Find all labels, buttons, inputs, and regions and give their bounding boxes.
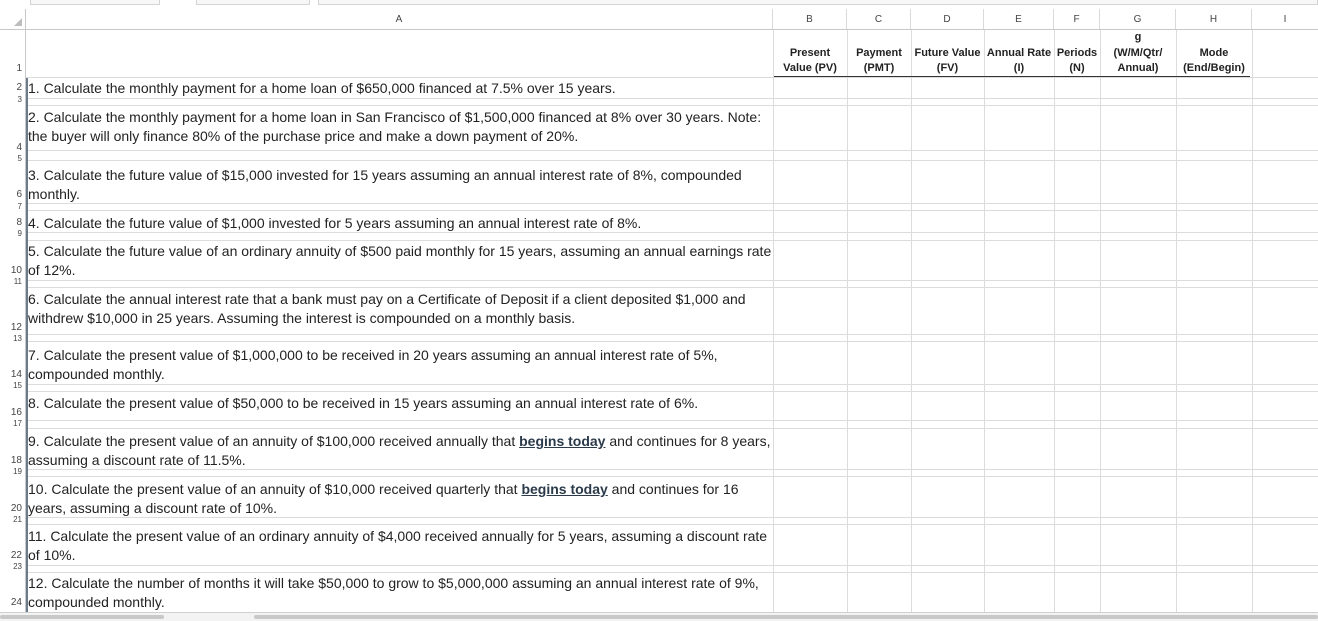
toolbar-tab-stub[interactable] [196,0,310,5]
gridline [26,384,1318,385]
header-payment[interactable]: Payment (PMT) [856,47,902,74]
row-header[interactable]: 7 [17,202,22,211]
question-4[interactable] [28,214,773,233]
row-header[interactable]: 18 [10,455,22,466]
gridline [26,105,1318,106]
question-text: 5. Calculate the future value of an ordinary annuity of $500 paid monthly for 15 years, assuming an annual earnings rate of 12%. [28,243,772,278]
question-text: 2. Calculate the monthly payment for a home loan in San Francisco of $1,500,000 financed at 8% over 30 years. Note: the buyer will only finance 80% of the purchase price and make a down payment of 20%. [28,109,762,144]
row-header[interactable]: 24 [10,597,22,608]
gridline [26,210,1318,211]
row-header[interactable]: 12 [10,322,22,333]
row-header[interactable]: 17 [13,419,22,428]
row-header[interactable]: 3 [17,95,22,104]
top-strip [0,0,1318,8]
question-6[interactable] [28,290,773,328]
header-frequency[interactable]: (W/M/Qtr/ Annual) [1113,47,1163,74]
gridline [26,391,1318,392]
header-mode[interactable]: Mode (End/Begin) [1183,47,1245,74]
gridline [847,30,848,620]
row-header[interactable]: 15 [13,381,22,390]
header-future-value[interactable]: Future Value (FV) [914,47,981,74]
header-g-top: g [1134,31,1142,43]
gridline [26,280,1318,281]
column-header-e[interactable]: E [984,9,1054,29]
gridline [26,341,1318,342]
row-header[interactable]: 4 [16,142,22,153]
header-annual-rate[interactable]: Annual Rate (I) [986,47,1052,74]
question-text: 12. Calculate the number of months it will take $50,000 to grow to $5,000,000 assuming an annual interest rate of 9%, compounded monthly. [28,575,759,610]
horizontal-scrollbar[interactable] [254,615,1318,619]
question-text: 6. Calculate the annual interest rate that a bank must pay on a Certificate of Deposit if a client deposited $1,000 and withdrew $10,000 in 25 years. Assuming the interest is compounded on a monthly basis. [28,291,746,326]
question-text: 10. Calculate the present value of an annuity of $10,000 received quarterly that [28,481,522,497]
column-header-b[interactable]: B [773,9,847,29]
row-header[interactable]: 5 [17,154,22,163]
gridline [26,572,1318,573]
column-header-a[interactable]: A [26,9,773,29]
column-header-h[interactable]: H [1176,9,1252,29]
row-header[interactable]: 9 [17,229,22,238]
formula-bar-stub[interactable] [318,0,1318,5]
question-10[interactable] [28,480,773,518]
row-header[interactable]: 11 [13,277,22,286]
gridline [26,420,1318,421]
gridline [911,30,912,620]
row-header[interactable]: 1 [16,63,22,74]
question-5[interactable] [28,242,773,280]
gridline [26,428,1318,429]
question-text: 1. Calculate the monthly payment for a home loan of $650,000 financed at 7.5% over 15 years. [28,80,616,96]
row-header[interactable]: 8 [16,217,22,228]
row-header[interactable]: 6 [16,189,22,200]
toolbar-tab-stub[interactable] [30,0,160,5]
row-header[interactable]: 21 [13,515,22,524]
question-8[interactable] [28,394,773,413]
gridline [26,98,1318,99]
select-all-corner[interactable] [0,9,26,29]
gridline [984,30,985,620]
column-header-f[interactable]: F [1054,9,1100,29]
row-header[interactable]: 19 [13,467,22,476]
row-header[interactable]: 14 [10,369,22,380]
question-11[interactable] [28,527,773,565]
emphasis-begins-today: begins today [519,433,606,449]
question-text: 8. Calculate the present value of $50,000 to be received in 15 years assuming an annual interest rate of 6%. [28,395,699,411]
column-header-g[interactable]: G [1100,9,1176,29]
column-header-d[interactable]: D [911,9,984,29]
header-bottom-border [774,76,1250,77]
row-header[interactable]: 2 [16,82,22,93]
question-text: 11. Calculate the present value of an ordinary annuity of $4,000 received annually for 5 years, assuming a discount rate of 10%. [28,528,768,563]
gridline [26,334,1318,335]
gridline [26,150,1318,151]
question-12[interactable] [28,574,773,612]
question-3[interactable] [28,166,773,204]
column-header-i[interactable]: I [1283,14,1287,25]
gridline [26,287,1318,288]
gridline [26,240,1318,241]
question-text: 7. Calculate the present value of $1,000,000 to be received in 20 years assuming an annual interest rate of 5%, compounded monthly. [28,347,718,382]
gridline [26,77,1318,78]
sheet-tabs-area[interactable] [0,615,164,619]
header-present-value[interactable]: Present Value (PV) [783,47,837,74]
question-text: 9. Calculate the present value of an annuity of $100,000 received annually that [28,433,520,449]
question-text: and continues for 16 years, assuming a discount rate of 10%. [28,481,739,516]
gridline [26,476,1318,477]
question-9[interactable] [28,432,773,470]
gridline [1176,30,1177,620]
emphasis-begins-today: begins today [521,481,608,497]
question-text: and continues for 8 years, assuming a discount rate of 11.5%. [28,433,771,468]
row-header[interactable]: 23 [13,562,22,571]
question-text: 4. Calculate the future value of $1,000 invested for 5 years assuming an annual interest rate of 8%. [28,215,642,231]
gridline [1100,30,1101,620]
select-all-triangle-icon [14,18,22,26]
row-header[interactable]: 13 [13,334,22,343]
gridline [26,565,1318,566]
column-header-bar [0,9,1318,30]
row-header[interactable]: 22 [10,550,22,561]
question-7[interactable] [28,346,773,384]
question-2[interactable] [28,108,773,146]
gridline [26,160,1318,161]
header-periods[interactable]: Periods (N) [1056,47,1098,74]
column-header-c[interactable]: C [847,9,911,29]
gridline [1252,30,1253,620]
gridline [773,30,774,620]
row-header[interactable]: 10 [10,265,22,276]
gridline [26,524,1318,525]
row-header[interactable]: 16 [10,407,22,418]
question-1[interactable] [28,79,773,98]
row-header[interactable]: 20 [10,503,22,514]
gridline [1054,30,1055,620]
question-text: 3. Calculate the future value of $15,000 invested for 15 years assuming an annual interest rate of 8%, compounded monthly. [28,167,742,202]
